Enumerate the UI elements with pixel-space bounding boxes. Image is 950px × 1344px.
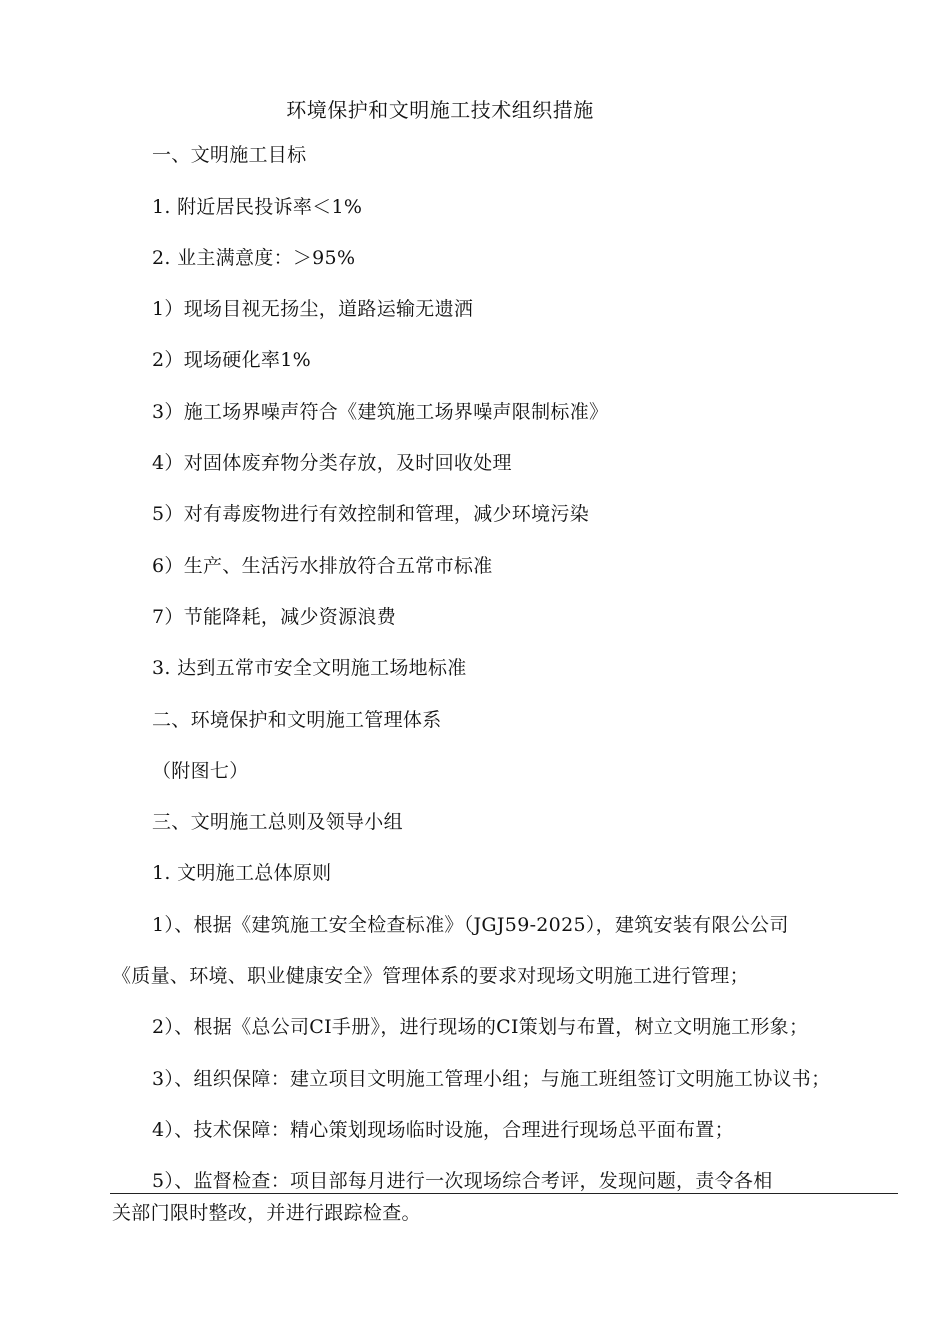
text-line: 2）现场硬化率1% — [152, 349, 311, 371]
text-line: 3）、组织保障：建立项目文明施工管理小组；与施工班组签订文明施工协议书； — [152, 1068, 831, 1090]
document-title: 环境保护和文明施工技术组织措施 — [286, 98, 594, 122]
text-line: （附图七） — [152, 760, 249, 782]
text-line: 2. 业主满意度：＞95% — [152, 247, 356, 269]
text-line: 2）、根据《总公司CI手册》，进行现场的CI策划与布置，树立文明施工形象； — [152, 1016, 809, 1038]
text-line: 1. 文明施工总体原则 — [152, 862, 332, 884]
section-heading: 三、文明施工总则及领导小组 — [152, 811, 403, 833]
text-line: 3）施工场界噪声符合《建筑施工场界噪声限制标准》 — [152, 401, 609, 423]
text-line: 4）、技术保障：精心策划现场临时设施，合理进行现场总平面布置； — [152, 1119, 734, 1141]
text-line: 5）、监督检查：项目部每月进行一次现场综合考评，发现问题，责令各相 — [152, 1170, 773, 1192]
text-line: 6）生产、生活污水排放符合五常市标准 — [152, 555, 493, 577]
text-line: 3. 达到五常市安全文明施工场地标准 — [152, 657, 467, 679]
section-heading: 一、文明施工目标 — [152, 144, 307, 166]
text-line: 关部门限时整改，并进行跟踪检查。 — [112, 1202, 421, 1224]
horizontal-rule — [110, 1193, 898, 1194]
text-line: 1）、根据《建筑施工安全检查标准》（JGJ59-2025），建筑安装有限公公司 — [152, 914, 789, 936]
section-heading: 二、环境保护和文明施工管理体系 — [152, 709, 442, 731]
text-line: 1. 附近居民投诉率＜1% — [152, 196, 363, 218]
text-line: 4）对固体废弃物分类存放，及时回收处理 — [152, 452, 512, 474]
text-line: 7）节能降耗，减少资源浪费 — [152, 606, 396, 628]
text-line: 《质量、环境、职业健康安全》管理体系的要求对现场文明施工进行管理； — [112, 965, 749, 987]
text-line: 1）现场目视无扬尘，道路运输无遗洒 — [152, 298, 474, 320]
text-line: 5）对有毒废物进行有效控制和管理，减少环境污染 — [152, 503, 589, 525]
